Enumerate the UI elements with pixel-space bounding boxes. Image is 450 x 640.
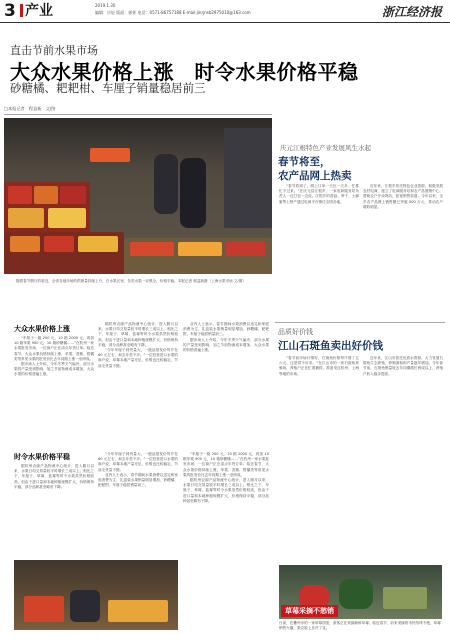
newspaper-logo: 浙江经济报	[381, 5, 442, 19]
right-article-col-4	[363, 356, 443, 560]
article-col-4	[14, 464, 94, 556]
right-kicker-2: 品质好价钱	[278, 328, 313, 336]
paragraph: 据杭州农副产品物流中心统计，进入腊月以来，水果日均交易量较平时增长三成以上。相比之下，车厘子、草莓、蓝莓等时令水果虽然价格较高，但由于进口量和本地种植规模扩大，价格保持平稳，部分品种甚至略有下降。	[183, 478, 269, 503]
paragraph: “车厘子一箱 200 元，10 箱 2000 元，再加 10 箱苹果 900 元，10 箱砂糖橘……”在杭州一家水果批发市场，一位商户正在清点年货订单。临近春节，大众水果价格持续上涨，苹果、香蕉、柑橘类等常见水果的批发价比去年同期上涨一至两成。	[14, 336, 94, 361]
secondary-photo	[14, 560, 178, 630]
paragraph: 近年来，江根乡依托特色农业资源，积极发展农村电商，建立了电商服务站和农产品展销中心，帮助农户开设网店，拓宽销售渠道。今年以来，全乡农产品网上销售额已突破 500 万元，带动农户增收明显。	[363, 184, 443, 209]
article-col-5	[98, 452, 178, 556]
right-article-col-1	[279, 184, 359, 318]
section-bar	[20, 4, 23, 17]
photo-caption: 随着春节假日的临近，全省各地市场的供销量持续上升，在水果区里，各类水果一应俱全，价格平稳。本报记者 程益新摄（上海水果市场 文/图）	[16, 279, 246, 283]
editor-meta: 编辑：应轻 版面：郭挥 电话：0571-86757188 E-mail:jinrjnsb2975010@163.com	[95, 10, 251, 15]
article-col-2	[98, 322, 178, 446]
market-photo	[4, 118, 272, 274]
article-col-1	[14, 336, 94, 446]
paragraph: “今年车厘子到货量大，一级品批发价每斤在 60 元左右，和去年差不多。”一位经营进口水果的商户说，草莓本地产量充足，价格也比较稳定，节前走货量不错。	[98, 452, 178, 472]
paragraph: “春节将到了，网上订单一天比一天多，忙都忙不过来。”在庆元县江根乡，一家电商服务站负责人一边打包一边说。江根乡的香菇、笋干、土蜂蜜等土特产通过电商平台销往全国各地。	[279, 184, 359, 204]
photo-tag: 草莓采摘不愁销	[281, 605, 338, 617]
paragraph: “今年车厘子到货量大，一级品批发价每斤在 60 元左右，和去年差不多。”一位经营进口水果的商户说，草莓本地产量充足，价格也比较稳定，节前走货量不错。	[98, 348, 178, 368]
strawberry-caption: 日前，在衢州市的一家草莓园里，游客正在采摘新鲜草莓。临近春节，前来采摘的市民络绎不绝，草莓销售火爆，果农脸上乐开了花。	[279, 621, 441, 630]
sub-headline: 砂糖橘、耙耙柑、车厘子销量稳居前三	[10, 81, 206, 95]
paragraph: “车厘子一箱 200 元，10 箱 2000 元，再加 10 箱苹果 900 元，10 箱砂糖橘……”在杭州一家水果批发市场，一位商户正在清点年货订单。临近春节，大众水果价格持续上涨，苹果、香蕉、柑橘类等常见水果的批发价比去年同期上涨一至两成。	[183, 452, 269, 477]
right-article-col-2	[363, 184, 443, 318]
divider	[275, 322, 445, 323]
right-headline-2: 江山石斑鱼卖出好价钱	[278, 340, 383, 352]
subhead-seasonal-fruit: 时令水果价格平稳	[14, 453, 70, 461]
header-rule	[0, 22, 450, 23]
paragraph: 据杭州农副产品物流中心统计，进入腊月以来，水果日均交易量较平时增长三成以上。相比之下，车厘子、草莓、蓝莓等时令水果虽然价格较高，但由于进口量和本地种植规模扩大，价格保持平稳，部分品种甚至略有下降。	[14, 464, 94, 489]
paragraph: 据市场人士介绍，今年冬季天气偏冷，部分水果的产量受到影响，加之节前物流成本增加，大众水果的价格普遍上涨。	[14, 362, 94, 377]
paragraph: 据市场人士介绍，今年冬季天气偏冷，部分水果的产量受到影响，加之节前物流成本增加，大众水果的价格普遍上涨。	[183, 337, 269, 353]
paragraph: 近年来，江山市依托优质水资源，大力发展石斑鱼生态养殖，养殖面积和产量逐年增加。今年春节前，石斑鱼销量较去年同期增长两成以上，养殖户收入稳步提高。	[363, 356, 443, 376]
subhead-mass-fruit: 大众水果价格上涨	[14, 325, 70, 333]
divider	[4, 114, 272, 115]
main-headline: 大众水果价格上涨 时令水果价格平稳	[10, 60, 359, 84]
right-headline-1a: 春节将至，	[278, 156, 331, 168]
right-kicker-1: 庆元江根特色产业发展风生水起	[280, 144, 371, 152]
paragraph: “春节前市场行情好，石斑鱼价格每斤涨了五六元，还是供不应求。”在江山市的一家石斑鱼养殖场，养殖户正在忙着捕捞，准备发往杭州、上海等地的市场。	[279, 356, 359, 376]
section-name: 产业	[25, 3, 53, 19]
strawberry-photo	[279, 565, 442, 619]
byline: □本报记者 程益新 文/图	[4, 106, 56, 111]
paragraph: 业内人士表示，春节期间水果消费以送礼和家庭消费为主，礼盒装水果销量明显增加，砂糖橘、耙耙柑、车厘子稳居销量前三。	[183, 322, 269, 337]
right-headline-1b: 农产品网上热卖	[278, 170, 352, 182]
paragraph: 业内人士表示，春节期间水果消费以送礼和家庭消费为主，礼盒装水果销量明显增加，砂糖橘、耙耙柑、车厘子稳居销量前三。	[98, 472, 178, 488]
paragraph: 据杭州农副产品物流中心统计，进入腊月以来，水果日均交易量较平时增长三成以上。相比之下，车厘子、草莓、蓝莓等时令水果虽然价格较高，但由于进口量和本地种植规模扩大，价格保持平稳，部分品种甚至略有下降。	[98, 322, 178, 347]
right-article-col-3	[279, 356, 359, 560]
article-col-6	[183, 452, 269, 632]
issue-date: 2019.1.30	[95, 3, 116, 8]
page-number: 3	[4, 1, 16, 21]
headline-kicker: 直击节前水果市场	[10, 44, 98, 57]
article-col-3	[183, 322, 269, 446]
